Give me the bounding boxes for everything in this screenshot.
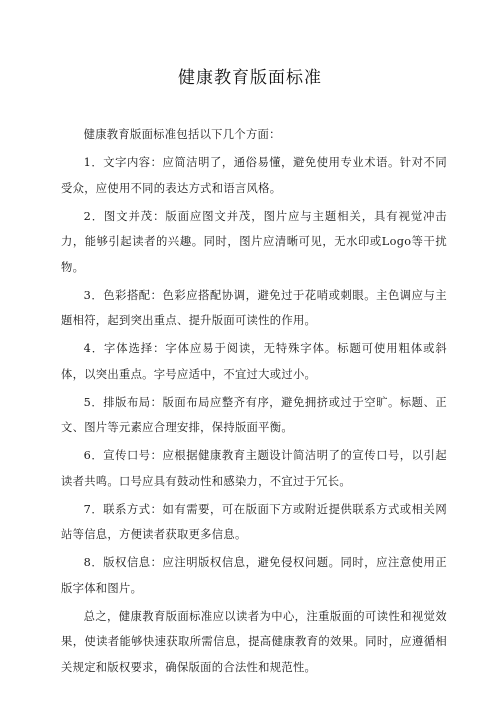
conclusion-paragraph: 总之，健康教育版面标准应以读者为中心，注重版面的可读性和视觉效果，使读者能够快速获取所需信息，提高健康教育的效果。同时，应遵循相关规定和版权要求，确保版面的合法性和规范性。	[61, 609, 447, 674]
item-paragraph: 1．文字内容：应简洁明了，通俗易懂，避免使用专业术语。针对不同受众，应使用不同的表达方式和语言风格。	[61, 156, 447, 195]
item-paragraph: 3．色彩搭配：色彩应搭配协调，避免过于花哨或刺眼。主色调应与主题相符，起到突出重点、提升版面可读性的作用。	[61, 288, 447, 327]
item-paragraph: 8．版权信息：应注明版权信息，避免侵权问题。同时，应注意使用正版字体和图片。	[61, 556, 447, 595]
item-paragraph: 7．联系方式：如有需要，可在版面下方或附近提供联系方式或相关网站等信息，方便读者获取更多信息。	[61, 502, 447, 541]
intro-paragraph: 健康教育版面标准包括以下几个方面：	[83, 128, 281, 141]
item-paragraph: 6．宣传口号：应根据健康教育主题设计简洁明了的宣传口号，以引起读者共鸣。口号应具有鼓动性和感染力，不宜过于冗长。	[61, 449, 447, 488]
document-body	[61, 122, 447, 683]
page-title: 健康教育版面标准	[178, 68, 322, 88]
item-paragraph: 2．图文并茂：版面应图文并茂，图片应与主题相关，具有视觉冲击力，能够引起读者的兴趣。同时，图片应清晰可见，无水印或Logo等干扰物。	[61, 209, 447, 274]
item-paragraph: 4．字体选择：字体应易于阅读，无特殊字体。标题可使用粗体或斜体，以突出重点。字号应适中，不宜过大或过小。	[61, 342, 447, 381]
item-paragraph: 5．排版布局：版面布局应整齐有序，避免拥挤或过于空旷。标题、正文、图片等元素应合理安排，保持版面平衡。	[61, 395, 447, 434]
